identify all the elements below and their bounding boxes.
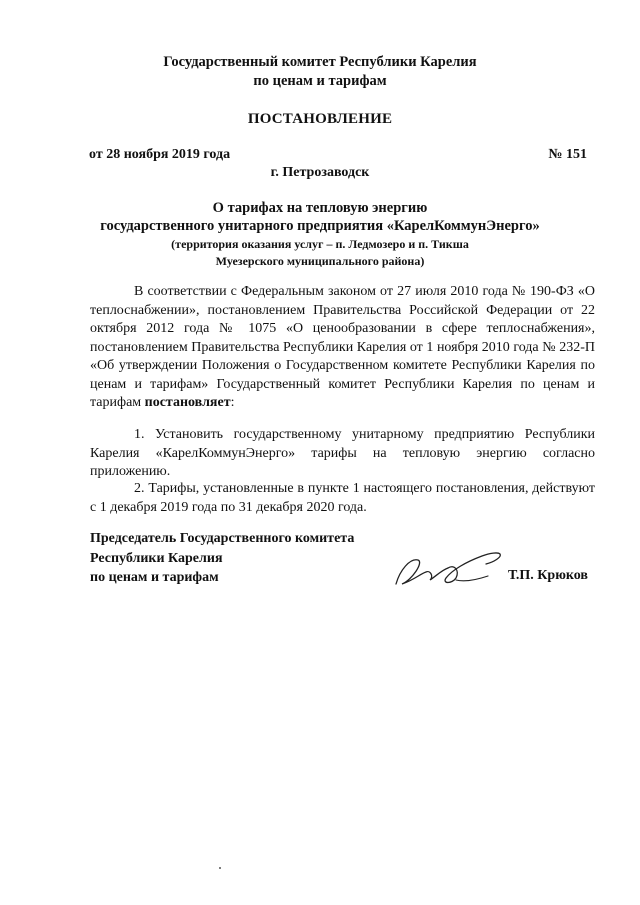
document-title-line1: О тарифах на тепловую энергию bbox=[212, 200, 428, 216]
body-paragraph-item-2: 2. Тарифы, установленные в пункте 1 настоящего постановления, действуют с 1 декабря 2019 года по 31 декабря 2020 года. bbox=[90, 481, 595, 515]
org-name-line1: Государственный комитет Республики Карелия bbox=[163, 54, 477, 70]
signatory-position-line2: Республики Карелия bbox=[90, 550, 223, 566]
preamble-end: : bbox=[230, 395, 235, 410]
document-number: № 151 bbox=[548, 147, 587, 162]
document-title-line4: Муезерского муниципального района) bbox=[215, 254, 425, 268]
preamble-text: В соответствии с Федеральным законом от 27 июля 2010 года № 190-ФЗ «О теплоснабжении», постановлением Правительства Российской Федерации от 22 октября 2012 года № 1075 «О ценообразовании в сфере теплоснабжения», постановлением Правительства Республики Карелия от 1 ноября 2010 года № 232-П «Об утверждении Положения о Государственном комитете Республики Карелия по ценам и тарифам» Государственный комитет Республики Карелия по ценам и тарифам bbox=[90, 284, 595, 410]
handwritten-signature bbox=[390, 540, 505, 600]
signatory-position-line3: по ценам и тарифам bbox=[90, 570, 219, 585]
document-city: г. Петрозаводск bbox=[270, 165, 370, 180]
document-date: от 28 ноября 2019 года bbox=[89, 147, 231, 162]
body-paragraph-item-1: 1. Установить государственному унитарному предприятию Республики Карелия «КарелКоммунЭнерго» тарифы на тепловую энергию согласно приложению. bbox=[90, 427, 595, 479]
document-type: ПОСТАНОВЛЕНИЕ bbox=[247, 111, 393, 127]
signatory-position-line1: Председатель Государственного комитета bbox=[90, 531, 355, 546]
signatory-name: Т.П. Крюков bbox=[507, 568, 588, 583]
resolves-word: постановляет bbox=[144, 395, 231, 410]
org-name-line2: по ценам и тарифам bbox=[253, 73, 387, 89]
document-title-line2: государственного унитарного предприятия «КарелКоммунЭнерго» bbox=[100, 218, 540, 234]
body-paragraph-preamble bbox=[90, 283, 595, 413]
scan-speck bbox=[219, 867, 221, 869]
signatory-position bbox=[90, 529, 354, 588]
document-title-line3: (территория оказания услуг – п. Ледмозеро и п. Тикша bbox=[171, 237, 469, 251]
